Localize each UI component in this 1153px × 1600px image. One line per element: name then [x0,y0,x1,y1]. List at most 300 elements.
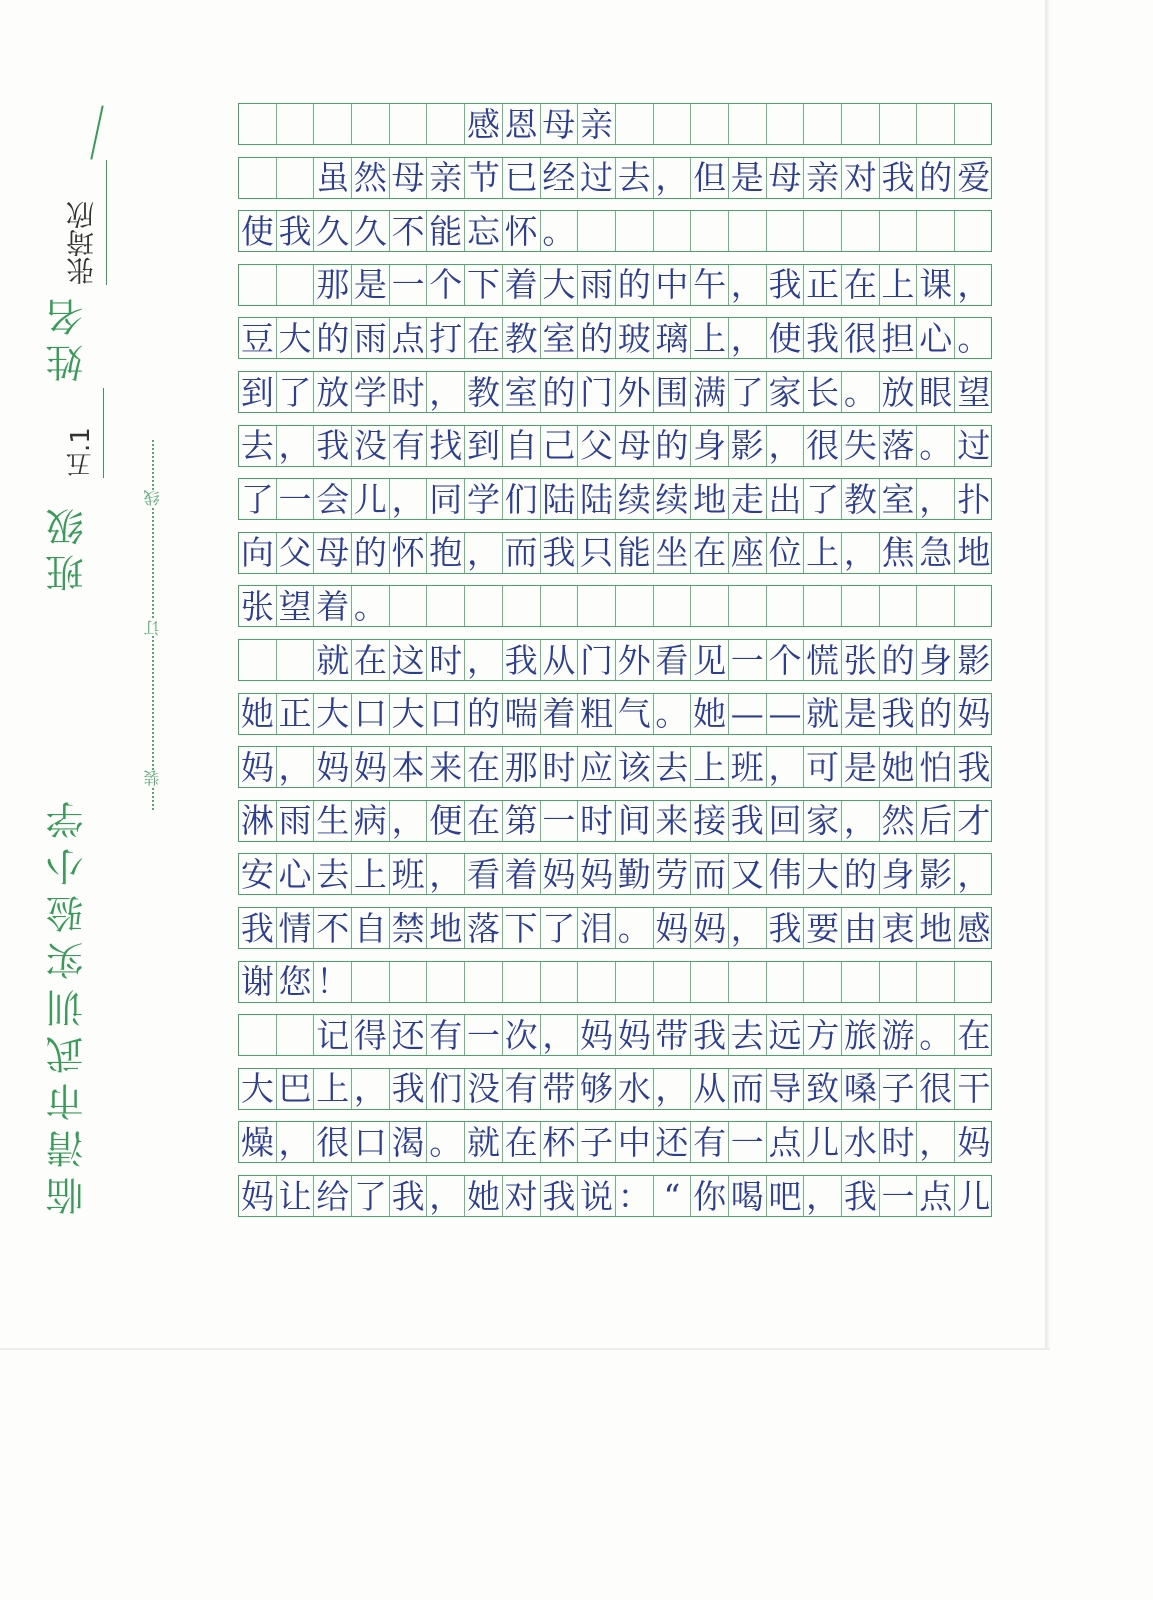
grid-cell [767,104,805,144]
grid-cell: 班 [390,854,428,894]
grid-cell: 我 [541,533,579,573]
grid-cell: 就 [314,640,352,680]
grid-cell: 过 [957,426,991,466]
grid-cell: 妈 [691,908,729,948]
grid-cell: ， [957,854,991,894]
grid-cell: 一 [541,801,579,841]
grid-cell: 让 [277,1176,315,1216]
grid-cell: 长 [804,372,842,412]
grid-cell: 已 [503,158,541,198]
grid-cell: 。 [917,426,955,466]
grid-cell [804,586,842,626]
grid-cell: 了 [239,479,277,519]
grid-cell: 爱 [957,158,991,198]
grid-cell [729,104,767,144]
grid-cell: 一 [729,1122,767,1162]
text-row [238,693,992,735]
grid-cell: 恩 [503,104,541,144]
grid-cell: 的 [616,265,654,305]
grid-cell: 水 [842,1122,880,1162]
grid-cell: 妈 [314,747,352,787]
grid-cell: 家 [767,372,805,412]
grid-cell [804,211,842,251]
grid-cell: ， [804,1176,842,1216]
grid-cell [427,104,465,144]
grid-cell: 才 [957,801,991,841]
grid-cell: 妈 [352,747,390,787]
grid-cell: 去 [729,1015,767,1055]
grid-cell: 过 [578,158,616,198]
grid-cell: 续 [616,479,654,519]
grid-cell: 我 [767,908,805,948]
grid-cell: 坐 [654,533,692,573]
grid-cell: 了 [729,372,767,412]
grid-cell [917,586,955,626]
grid-cell: 劳 [654,854,692,894]
grid-cell: ， [654,158,692,198]
grid-cell: 从 [541,640,579,680]
grid-cell: 不 [390,211,428,251]
grid-cell [578,586,616,626]
grid-cell: 外 [616,372,654,412]
grid-cell: 的 [917,158,955,198]
grid-cell: 父 [578,426,616,466]
grid-cell: 张 [239,586,277,626]
grid-cell: 去 [239,426,277,466]
grid-cell: 的 [917,694,955,734]
grid-cell: 喘 [503,694,541,734]
grid-cell: 妈 [578,1015,616,1055]
grid-cell: 忘 [465,211,503,251]
grid-cell [277,640,315,680]
grid-cell: 上 [314,1069,352,1109]
grid-cell: ， [277,1122,315,1162]
grid-cell: 但 [691,158,729,198]
grid-cell: 在 [503,1122,541,1162]
grid-cell: 学 [465,479,503,519]
grid-cell: 张 [842,640,880,680]
grid-cell: 大 [804,854,842,894]
grid-cell: 没 [352,426,390,466]
grid-cell [465,586,503,626]
grid-cell: 第 [503,801,541,841]
grid-cell: ， [390,801,428,841]
grid-cell: 要 [804,908,842,948]
title-row [238,103,992,145]
grid-cell: 渴 [390,1122,428,1162]
grid-cell: 我 [239,908,277,948]
grid-cell: 又 [729,854,767,894]
grid-cell: ， [729,318,767,358]
grid-cell [352,104,390,144]
grid-cell: 外 [616,640,654,680]
grid-cell: 下 [465,265,503,305]
grid-cell: 找 [427,426,465,466]
binding-char-ding: 订 [141,620,165,636]
grid-cell: 大 [390,694,428,734]
grid-cell: 还 [390,1015,428,1055]
grid-cell: ， [390,479,428,519]
grid-cell: 怕 [917,747,955,787]
grid-cell: ， [427,1176,465,1216]
grid-cell: 着 [314,586,352,626]
grid-cell: 有 [390,426,428,466]
grid-cell: 我 [390,1176,428,1216]
grid-cell: ， [465,533,503,573]
grid-cell [691,104,729,144]
grid-cell: ， [729,908,767,948]
grid-cell [917,104,955,144]
grid-cell: 担 [880,318,918,358]
grid-cell: 便 [427,801,465,841]
grid-cell: 水 [616,1069,654,1109]
grid-cell: 陆 [541,479,579,519]
grid-cell: 影 [957,640,991,680]
grid-cell: 看 [465,854,503,894]
grid-cell: 她 [465,1176,503,1216]
grid-cell: 得 [352,1015,390,1055]
grid-cell: 口 [352,694,390,734]
grid-cell: 雨 [578,265,616,305]
grid-cell: 安 [239,854,277,894]
grid-cell: 感 [957,908,991,948]
grid-cell: 。 [654,694,692,734]
grid-cell: 带 [654,1015,692,1055]
grid-cell: 地 [691,479,729,519]
text-row [238,264,992,306]
grid-cell: 您 [277,962,315,1002]
grid-cell [277,1015,315,1055]
grid-cell: 焦 [880,533,918,573]
grid-cell: 。 [427,1122,465,1162]
grid-cell: 位 [767,533,805,573]
grid-cell: ： [616,1176,654,1216]
grid-cell: 自 [352,908,390,948]
grid-cell: 室 [880,479,918,519]
grid-cell: ， [654,1069,692,1109]
grid-cell: 了 [804,479,842,519]
grid-cell [729,211,767,251]
binding-char-zhuang: 装 [141,770,165,786]
grid-cell: 次 [503,1015,541,1055]
grid-cell: 使 [767,318,805,358]
text-row [238,800,992,842]
grid-cell: ， [957,265,991,305]
grid-cell: 很 [804,426,842,466]
grid-cell: 由 [842,908,880,948]
grid-cell: 课 [917,265,955,305]
grid-cell: 是 [352,265,390,305]
grid-cell: 座 [729,533,767,573]
text-row [238,1175,992,1217]
grid-cell: 她 [880,747,918,787]
text-row [238,639,992,681]
grid-cell: 从 [691,1069,729,1109]
grid-cell [842,586,880,626]
grid-cell: 时 [390,372,428,412]
grid-cell: ， [767,426,805,466]
grid-cell: 很 [917,1069,955,1109]
grid-cell: 燥 [239,1122,277,1162]
grid-cell: 吧 [767,1176,805,1216]
grid-cell [654,104,692,144]
composition-grid [238,103,992,1231]
grid-cell: 能 [427,211,465,251]
grid-cell [804,104,842,144]
grid-cell [239,158,277,198]
grid-cell: 雨 [352,318,390,358]
grid-cell: 淋 [239,801,277,841]
grid-cell: 一 [729,640,767,680]
grid-cell: 会 [314,479,352,519]
grid-cell: 母 [616,426,654,466]
grid-cell: 中 [616,1122,654,1162]
grid-cell: 就 [465,1122,503,1162]
grid-cell: 围 [654,372,692,412]
grid-cell: 我 [729,801,767,841]
grid-cell: 满 [691,372,729,412]
grid-cell: 亲 [578,104,616,144]
grid-cell [955,962,993,1002]
grid-cell [390,962,428,1002]
grid-cell: 见 [691,640,729,680]
grid-cell: 个 [767,640,805,680]
grid-cell: 失 [842,426,880,466]
grid-cell [654,211,692,251]
grid-cell: 一 [277,479,315,519]
grid-cell: 室 [503,372,541,412]
grid-cell: 班 [729,747,767,787]
text-row [238,532,992,574]
grid-cell: 而 [691,854,729,894]
grid-cell: 母 [541,104,579,144]
grid-cell: 在 [691,533,729,573]
grid-cell [955,211,993,251]
grid-cell: 虽 [314,158,352,198]
grid-cell: 急 [917,533,955,573]
grid-cell: 影 [917,854,955,894]
grid-cell: 是 [729,158,767,198]
grid-cell: 久 [314,211,352,251]
grid-cell: 落 [465,908,503,948]
grid-cell: 的 [465,694,503,734]
grid-cell: 大 [541,265,579,305]
grid-cell: 门 [578,640,616,680]
grid-cell: 自 [503,426,541,466]
grid-cell: 给 [314,1176,352,1216]
grid-cell: 室 [541,318,579,358]
grid-cell: 可 [804,747,842,787]
grid-cell: 续 [654,479,692,519]
grid-cell: 没 [465,1069,503,1109]
grid-cell: 己 [541,426,579,466]
grid-cell [729,586,767,626]
grid-cell: — [767,694,805,734]
grid-cell: ， [427,372,465,412]
grid-cell: 父 [277,533,315,573]
grid-cell: ， [277,426,315,466]
grid-cell: 上 [880,265,918,305]
grid-cell: 接 [691,801,729,841]
grid-cell: 儿 [352,479,390,519]
grid-cell: 喝 [729,1176,767,1216]
grid-cell: 着 [541,694,579,734]
name-underline-extension [90,105,103,159]
grid-cell: 节 [465,158,503,198]
grid-cell [352,962,390,1002]
grid-cell: 带 [541,1069,579,1109]
grid-cell: 时 [880,1122,918,1162]
grid-cell: 儿 [804,1122,842,1162]
grid-cell: 子 [880,1069,918,1109]
grid-cell: 。 [957,318,991,358]
grid-cell: 到 [239,372,277,412]
grid-cell: 母 [390,158,428,198]
grid-cell: 本 [390,747,428,787]
grid-cell: 教 [842,479,880,519]
grid-cell: 一 [880,1176,918,1216]
text-row [238,853,992,895]
grid-cell: 我 [767,265,805,305]
grid-cell: 妈 [957,1122,991,1162]
grid-cell: 在 [957,1015,991,1055]
grid-cell: 对 [503,1176,541,1216]
grid-cell: 我 [503,640,541,680]
grid-cell [277,104,315,144]
grid-cell: 经 [541,158,579,198]
grid-cell: 时 [541,747,579,787]
grid-cell: ， [842,533,880,573]
grid-cell: 。 [541,211,579,251]
grid-cell: ！ [314,962,352,1002]
grid-cell: 们 [427,1069,465,1109]
grid-cell: 口 [352,1122,390,1162]
grid-cell: 怀 [503,211,541,251]
text-row [238,1068,992,1110]
grid-cell: 身 [691,426,729,466]
grid-cell: ， [277,747,315,787]
grid-cell: 那 [503,747,541,787]
grid-cell: 在 [352,640,390,680]
grid-cell [767,962,805,1002]
grid-cell: 地 [917,908,955,948]
grid-cell [842,962,880,1002]
grid-cell: 应 [578,747,616,787]
grid-cell: 心 [917,318,955,358]
grid-cell [917,962,955,1002]
grid-cell: 勤 [616,854,654,894]
grid-cell: 。 [616,908,654,948]
grid-cell: 回 [767,801,805,841]
grid-cell: 在 [465,801,503,841]
grid-cell: 怀 [390,533,428,573]
grid-cell: 有 [503,1069,541,1109]
grid-cell: 有 [691,1122,729,1162]
grid-cell [880,104,918,144]
grid-cell: 妈 [957,694,991,734]
text-row [238,961,992,1003]
grid-cell: 该 [616,747,654,787]
class-label: 班级 [46,500,90,592]
grid-cell: 上 [352,854,390,894]
grid-cell: 对 [842,158,880,198]
grid-cell: 正 [277,694,315,734]
grid-cell: — [729,694,767,734]
grid-cell: 衷 [880,908,918,948]
grid-cell [917,211,955,251]
grid-cell: 在 [465,747,503,787]
grid-cell: 身 [880,854,918,894]
grid-cell [277,158,315,198]
school-name: 临清市武训实验小学 [46,792,90,1215]
grid-cell: ， [541,1015,579,1055]
grid-cell: 我 [804,318,842,358]
grid-cell [239,265,277,305]
grid-cell: 点 [767,1122,805,1162]
grid-cell: 在 [842,265,880,305]
grid-cell: 是 [842,694,880,734]
grid-cell: 后 [917,801,955,841]
class-value: 五.1 [62,388,104,478]
grid-cell: 地 [427,908,465,948]
grid-cell: 旅 [842,1015,880,1055]
text-row [238,478,992,520]
grid-cell: 方 [804,1015,842,1055]
grid-cell: 是 [842,747,880,787]
grid-cell: “ [654,1176,692,1216]
grid-cell: 有 [427,1015,465,1055]
grid-cell [503,586,541,626]
grid-cell: 看 [654,640,692,680]
grid-cell: 在 [465,318,503,358]
grid-cell: 妈 [616,1015,654,1055]
grid-cell [804,962,842,1002]
grid-cell: 就 [804,694,842,734]
grid-cell [654,962,692,1002]
grid-cell: 不 [314,908,352,948]
grid-cell: 能 [616,533,654,573]
grid-cell: 慌 [804,640,842,680]
grid-cell: 教 [465,372,503,412]
grid-cell: 这 [390,640,428,680]
grid-cell: 气 [616,694,654,734]
grid-cell [880,211,918,251]
grid-cell: 陆 [578,479,616,519]
grid-cell: 影 [729,426,767,466]
grid-cell: ， [917,1122,955,1162]
grid-cell [239,104,277,144]
grid-cell: 感 [465,104,503,144]
grid-cell: 教 [503,318,541,358]
grid-cell: 母 [314,533,352,573]
grid-cell: 望 [277,586,315,626]
grid-cell [880,962,918,1002]
text-row [238,1121,992,1163]
grid-cell: 只 [578,533,616,573]
grid-cell: 久 [352,211,390,251]
grid-cell: 我 [277,211,315,251]
grid-cell: 伟 [767,854,805,894]
text-row [238,907,992,949]
grid-cell [314,104,352,144]
grid-cell: 去 [314,854,352,894]
grid-cell: 情 [277,908,315,948]
grid-cell: 然 [880,801,918,841]
grid-cell: 禁 [390,908,428,948]
grid-cell: 扑 [957,479,991,519]
grid-cell: 亲 [427,158,465,198]
grid-cell: 豆 [239,318,277,358]
